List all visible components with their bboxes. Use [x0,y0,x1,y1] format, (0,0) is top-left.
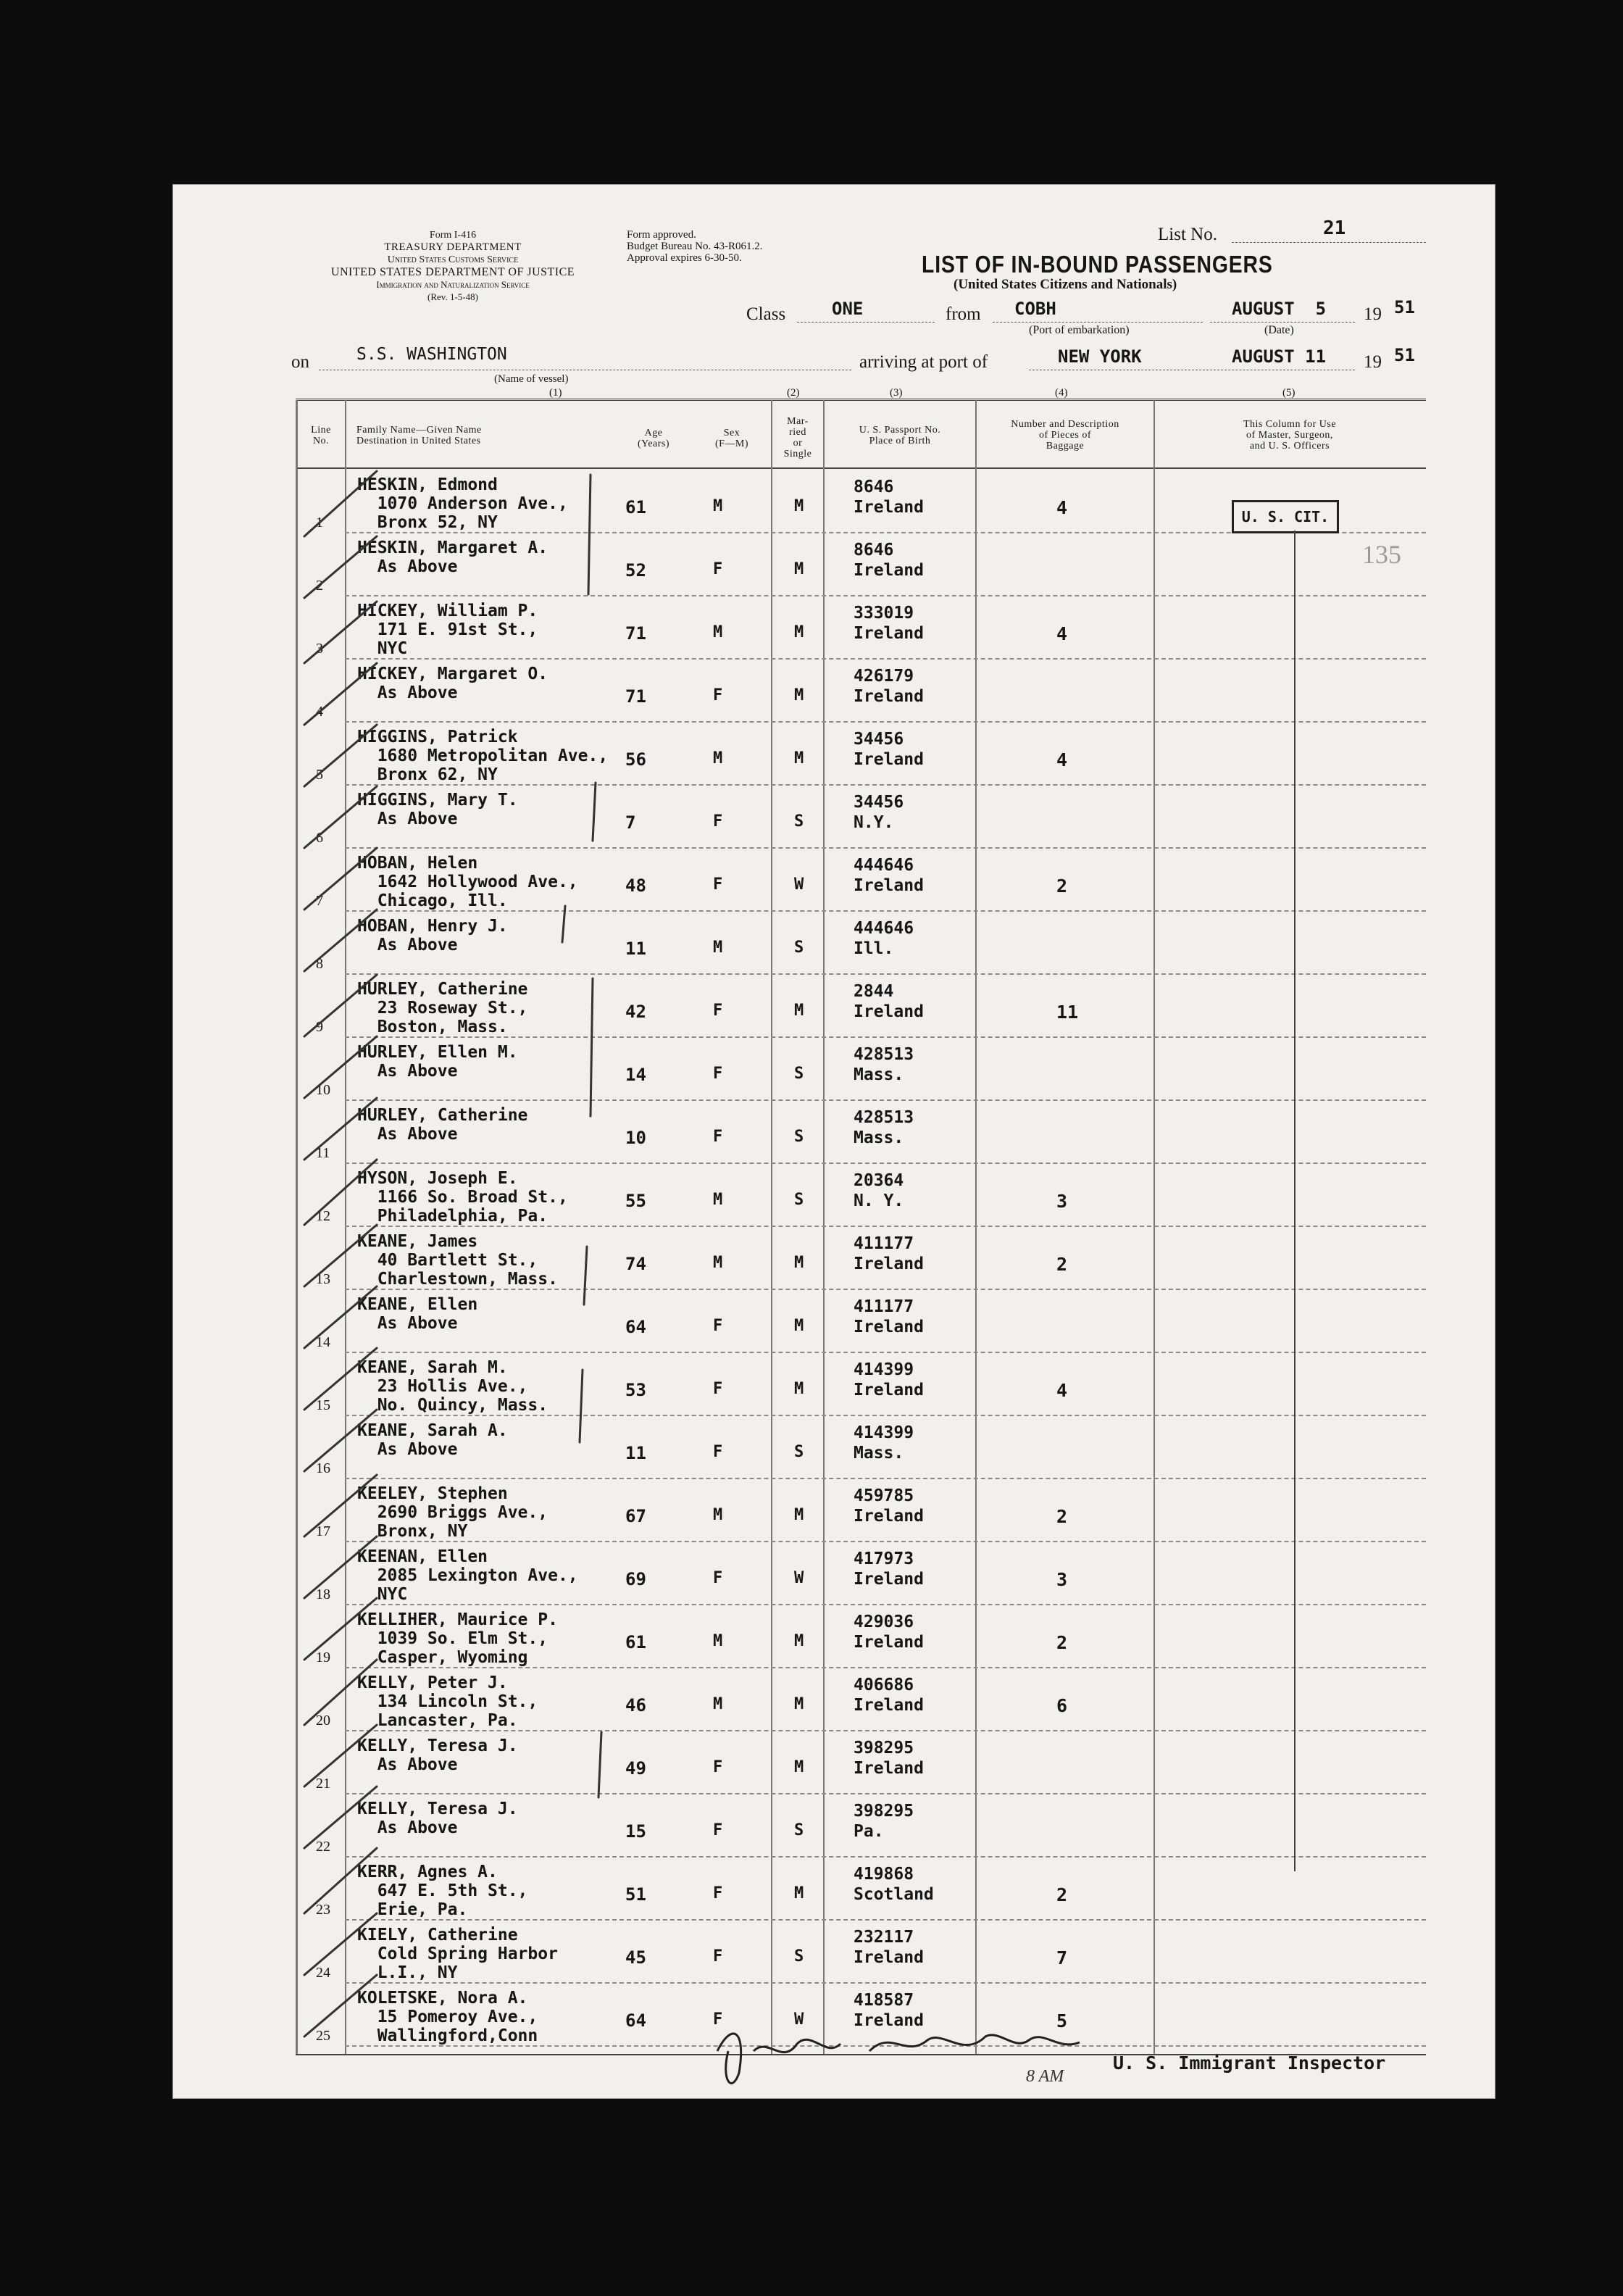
arrival-year: 51 [1394,345,1415,365]
list-no-label: List No. [1158,225,1217,244]
passenger-age: 52 [625,560,646,581]
header-passport: U. S. Passport No. Place of Birth [859,425,941,446]
passport-birthplace: 414399 Mass. [854,1423,914,1463]
tick-mark [304,471,377,536]
marital-status: S [794,1128,804,1146]
line-number: 8 [316,956,323,972]
passport-birthplace: 428513 Mass. [854,1045,914,1084]
form-approved: Form approved. [627,229,696,241]
marital-status: M [794,749,804,768]
line-number: 20 [316,1713,330,1729]
passenger-sex: F [713,686,723,704]
passport-birthplace: 429036 Ireland [854,1613,924,1652]
line-number: 7 [316,893,323,909]
passenger-sex: F [713,1002,723,1020]
passenger-name-address: KEELEY, Stephen 2690 Briggs Ave., Bronx, NY [357,1484,548,1541]
header-age: Age (Years) [637,428,670,449]
port-embarkation: COBH [1014,299,1056,319]
port-embark-caption: (Port of embarkation) [1029,324,1130,336]
arrival-port: NEW YORK [1058,346,1142,367]
col-num-2: (2) [787,387,800,399]
marital-status: S [794,1821,804,1839]
passport-birthplace: 428513 Mass. [854,1108,914,1147]
passenger-age: 48 [625,875,646,896]
marital-status: S [794,1947,804,1966]
passenger-age: 71 [625,686,646,707]
marital-status: W [794,875,804,894]
passport-birthplace: 411177 Ireland [854,1234,924,1273]
passport-birthplace: 20364 N. Y. [854,1171,904,1210]
passport-birthplace: 418587 Ireland [854,1991,924,2030]
marital-status: M [794,1695,804,1713]
passenger-age: 64 [625,1317,646,1337]
tick-mark [304,1348,377,1410]
tick-mark [304,1787,377,1848]
line-number: 22 [316,1839,330,1855]
passenger-name-address: HOBAN, Helen 1642 Hollywood Ave., Chicago, Ill. [357,854,578,910]
tick-mark [304,910,377,971]
passenger-sex: M [713,1254,723,1272]
passport-birthplace: 8646 Ireland [854,478,924,517]
passenger-sex: M [713,1632,723,1650]
passenger-name-address: KIELY, Catherine Cold Spring Harbor L.I., NY [357,1926,558,1982]
passenger-name-address: KOLETSKE, Nora A. 15 Pomeroy Ave., Wallingford,Conn [357,1989,538,2045]
stamp-number: 135 [1362,540,1401,569]
passport-birthplace: 34456 Ireland [854,730,924,769]
relation-bracket [580,1370,583,1442]
passenger-age: 71 [625,623,646,644]
relation-bracket [584,1247,587,1305]
on-label: on [291,352,309,372]
tick-mark [304,1475,377,1536]
relation-bracket [588,475,591,594]
vessel-name: S.S. WASHINGTON [356,345,507,364]
line-number: 18 [316,1586,330,1602]
approval-expires: Approval expires 6-30-50. [627,252,742,264]
passenger-age: 14 [625,1065,646,1085]
line-number: 10 [316,1082,330,1098]
passport-birthplace: 8646 Ireland [854,541,924,580]
stamp-text: U. S. CIT. [1241,508,1330,525]
passenger-sex: F [713,1443,723,1461]
passenger-sex: F [713,2010,723,2029]
tick-mark [304,975,377,1036]
marital-status: M [794,686,804,704]
passport-birthplace: 444646 Ireland [854,856,924,895]
passenger-age: 46 [625,1695,646,1715]
signature-note: 8 AM [1026,2067,1064,2086]
passenger-sex: F [713,1758,723,1776]
passenger-age: 51 [625,1884,646,1905]
baggage-count: 2 [1056,875,1068,897]
passenger-age: 11 [625,1443,646,1463]
tick-mark [304,1536,377,1598]
header-baggage: Number and Description of Pieces of Baggage [1011,419,1119,452]
passport-birthplace: 419868 Scotland [854,1865,934,1904]
arriving-label: arriving at port of [859,352,988,372]
baggage-count: 4 [1056,749,1068,770]
passenger-name-address: KEANE, Sarah A. As Above [357,1421,508,1459]
baggage-count: 7 [1056,1947,1068,1968]
passenger-age: 15 [625,1821,646,1842]
passenger-name-address: HIGGINS, Patrick 1680 Metropolitan Ave., Bronx 62, NY [357,728,609,784]
relation-bracket [562,906,565,942]
line-number: 4 [316,704,323,720]
passenger-sex: M [713,497,723,515]
col-num-3: (3) [890,387,903,399]
passenger-age: 10 [625,1128,646,1148]
tick-mark [304,1410,377,1471]
marital-status: M [794,560,804,578]
line-number: 5 [316,767,323,783]
baggage-count: 3 [1056,1191,1068,1212]
year-prefix: 19 [1364,304,1382,324]
baggage-count: 2 [1056,1254,1068,1275]
passport-birthplace: 426179 Ireland [854,667,924,706]
passenger-name-address: HESKIN, Margaret A. As Above [357,538,548,576]
marital-status: W [794,1569,804,1587]
marital-status: M [794,1506,804,1524]
passenger-age: 56 [625,749,646,770]
class-value: ONE [832,299,864,319]
passenger-name-address: HICKEY, Margaret O. As Above [357,665,548,702]
passenger-sex: F [713,1380,723,1398]
line-number: 24 [316,1965,330,1981]
passenger-name-address: HOBAN, Henry J. As Above [357,917,508,954]
inspector-label: U. S. Immigrant Inspector [1113,2052,1386,2074]
marital-status: W [794,2010,804,2029]
tick-mark [304,1098,377,1160]
marital-status: M [794,1317,804,1335]
sailing-year: 51 [1394,297,1415,317]
budget-bureau: Budget Bureau No. 43-R061.2. [627,241,763,252]
treasury-dept: TREASURY DEPARTMENT [384,241,522,253]
passenger-sex: F [713,1065,723,1083]
passenger-name-address: KELLY, Teresa J. As Above [357,1736,518,1774]
passenger-sex: F [713,1884,723,1902]
marital-status: M [794,497,804,515]
line-number: 9 [316,1019,323,1035]
header-married: Mar- ried or Single [783,416,812,459]
passenger-name-address: HICKEY, William P. 171 E. 91st St., NYC [357,602,538,658]
header-sex: Sex (F—M) [714,428,749,449]
tick-mark [304,663,377,725]
relation-bracket [593,783,596,841]
passenger-name-address: KELLY, Teresa J. As Above [357,1800,518,1837]
tick-mark [304,602,377,663]
passport-birthplace: 333019 Ireland [854,604,924,643]
passenger-name-address: KERR, Agnes A. 647 E. 5th St., Erie, Pa. [357,1863,528,1919]
marital-status: M [794,623,804,641]
baggage-count: 4 [1056,623,1068,644]
relation-bracket [591,978,593,1116]
line-number: 17 [316,1523,330,1539]
passenger-name-address: HURLEY, Catherine 23 Roseway St., Boston, Mass. [357,980,528,1036]
passport-birthplace: 417973 Ireland [854,1550,924,1589]
passport-birthplace: 414399 Ireland [854,1360,924,1399]
passenger-age: 45 [625,1947,646,1968]
line-number: 21 [316,1776,330,1792]
ins-service: Immigration and Naturalization Service [376,279,530,290]
col-num-1: (1) [549,387,562,399]
vessel-caption: (Name of vessel) [494,373,569,385]
passenger-name-address: KEENAN, Ellen 2085 Lexington Ave., NYC [357,1547,578,1604]
passenger-age: 42 [625,1002,646,1022]
form-id: Form I-416 [429,230,477,241]
tick-mark [304,1036,377,1098]
tick-mark [304,536,377,598]
line-number: 1 [316,515,323,531]
sailing-date: AUGUST 5 [1232,299,1327,319]
passenger-age: 74 [625,1254,646,1274]
passenger-name-address: KEANE, James 40 Bartlett St., Charlestown, Mass. [357,1232,558,1289]
line-number: 23 [316,1902,330,1918]
tick-mark [304,1725,377,1787]
passenger-age: 61 [625,497,646,517]
baggage-count: 2 [1056,1506,1068,1527]
tick-mark [304,1848,377,1913]
passport-birthplace: 398295 Ireland [854,1739,924,1778]
passenger-age: 61 [625,1632,646,1652]
tick-mark [304,786,377,848]
signature-text [717,2084,725,2085]
tick-mark [304,848,377,910]
baggage-count: 2 [1056,1884,1068,1905]
passport-birthplace: 411177 Ireland [854,1297,924,1336]
marital-status: S [794,1191,804,1209]
passenger-name-address: HURLEY, Ellen M. As Above [357,1043,518,1081]
marital-status: S [794,1443,804,1461]
passport-birthplace: 398295 Pa. [854,1802,914,1841]
class-label: Class [746,304,786,324]
passenger-name-address: HYSON, Joseph E. 1166 So. Broad St., Philadelphia, Pa. [357,1169,568,1226]
baggage-count: 5 [1056,2010,1068,2031]
passenger-sex: M [713,1506,723,1524]
passenger-name-address: HESKIN, Edmond 1070 Anderson Ave., Bronx 52, NY [357,475,568,532]
passenger-name-address: KELLY, Peter J. 134 Lincoln St., Lancaster, Pa. [357,1673,538,1730]
baggage-count: 2 [1056,1632,1068,1653]
tick-mark [304,1286,377,1348]
passenger-sex: F [713,812,723,831]
signature [717,2034,1080,2083]
line-number: 13 [316,1271,330,1287]
passport-birthplace: 406686 Ireland [854,1676,924,1715]
customs-service: United States Customs Service [387,254,519,265]
list-no-value: 21 [1323,217,1346,239]
line-number: 3 [316,641,323,657]
baggage-count: 6 [1056,1695,1068,1716]
tick-mark [304,1160,377,1225]
baggage-count: 4 [1056,497,1068,518]
justice-dept: UNITED STATES DEPARTMENT OF JUSTICE [330,266,575,278]
form-revision: (Rev. 1-5-48) [427,291,478,302]
tick-mark [304,1225,377,1286]
passenger-sex: M [713,623,723,641]
page-title: LIST OF IN-BOUND PASSENGERS [922,251,1273,278]
passenger-age: 55 [625,1191,646,1211]
header-name: Family Name—Given Name Destination in United States [356,425,482,446]
tick-mark [304,1660,377,1725]
header-line-no: Line No. [311,425,331,446]
passenger-age: 53 [625,1380,646,1400]
passenger-name-address: HURLEY, Catherine As Above [357,1106,528,1144]
passenger-name-address: KEANE, Sarah M. 23 Hollis Ave., No. Quincy, Mass. [357,1358,548,1415]
passport-birthplace: 444646 Ill. [854,919,914,958]
baggage-count: 3 [1056,1569,1068,1590]
passenger-name-address: HIGGINS, Mary T. As Above [357,791,518,828]
marital-status: M [794,1758,804,1776]
arrival-year-prefix: 19 [1364,352,1382,372]
passenger-sex: F [713,1947,723,1966]
passenger-sex: M [713,939,723,957]
passenger-sex: F [713,1128,723,1146]
passenger-age: 11 [625,939,646,959]
marital-status: M [794,1632,804,1650]
passenger-sex: F [713,560,723,578]
page-subtitle: (United States Citizens and Nationals) [954,277,1177,292]
from-label: from [946,304,981,324]
passport-birthplace: 34456 N.Y. [854,793,904,832]
passenger-sex: F [713,875,723,894]
marital-status: S [794,1065,804,1083]
passenger-age: 69 [625,1569,646,1589]
line-number: 12 [316,1208,330,1224]
passenger-age: 7 [625,812,636,833]
passenger-sex: F [713,1821,723,1839]
tick-mark [304,1975,377,2037]
marital-status: M [794,1002,804,1020]
line-number: 2 [316,578,323,594]
passenger-sex: M [713,749,723,768]
passenger-sex: M [713,1695,723,1713]
date-caption: (Date) [1264,324,1294,336]
col-num-5: (5) [1282,387,1296,399]
header-officers: This Column for Use of Master, Surgeon, and U. S. Officers [1243,419,1337,452]
line-number: 6 [316,830,323,846]
marital-status: S [794,812,804,831]
baggage-count: 11 [1056,1002,1079,1023]
tick-mark [304,725,377,786]
tick-mark [304,1913,377,1975]
relation-bracket [598,1732,601,1797]
passenger-sex: F [713,1569,723,1587]
passenger-sex: M [713,1191,723,1209]
passenger-age: 64 [625,2010,646,2031]
passenger-name-address: KEANE, Ellen As Above [357,1295,478,1333]
line-number: 19 [316,1650,330,1665]
tick-mark [304,1598,377,1660]
marital-status: M [794,1254,804,1272]
line-number: 25 [316,2028,330,2044]
passenger-age: 67 [625,1506,646,1526]
passport-birthplace: 2844 Ireland [854,982,924,1021]
passenger-name-address: KELLIHER, Maurice P. 1039 So. Elm St., Casper, Wyoming [357,1610,558,1667]
line-number: 14 [316,1334,330,1350]
line-number: 15 [316,1397,330,1413]
line-number: 11 [316,1145,330,1161]
marital-status: M [794,1380,804,1398]
passport-birthplace: 459785 Ireland [854,1486,924,1526]
marital-status: S [794,939,804,957]
passport-birthplace: 232117 Ireland [854,1928,924,1967]
baggage-count: 4 [1056,1380,1068,1401]
arrival-date: AUGUST 11 [1232,346,1327,367]
line-number: 16 [316,1460,330,1476]
passenger-age: 49 [625,1758,646,1779]
col-num-4: (4) [1055,387,1068,399]
marital-status: M [794,1884,804,1902]
passenger-sex: F [713,1317,723,1335]
